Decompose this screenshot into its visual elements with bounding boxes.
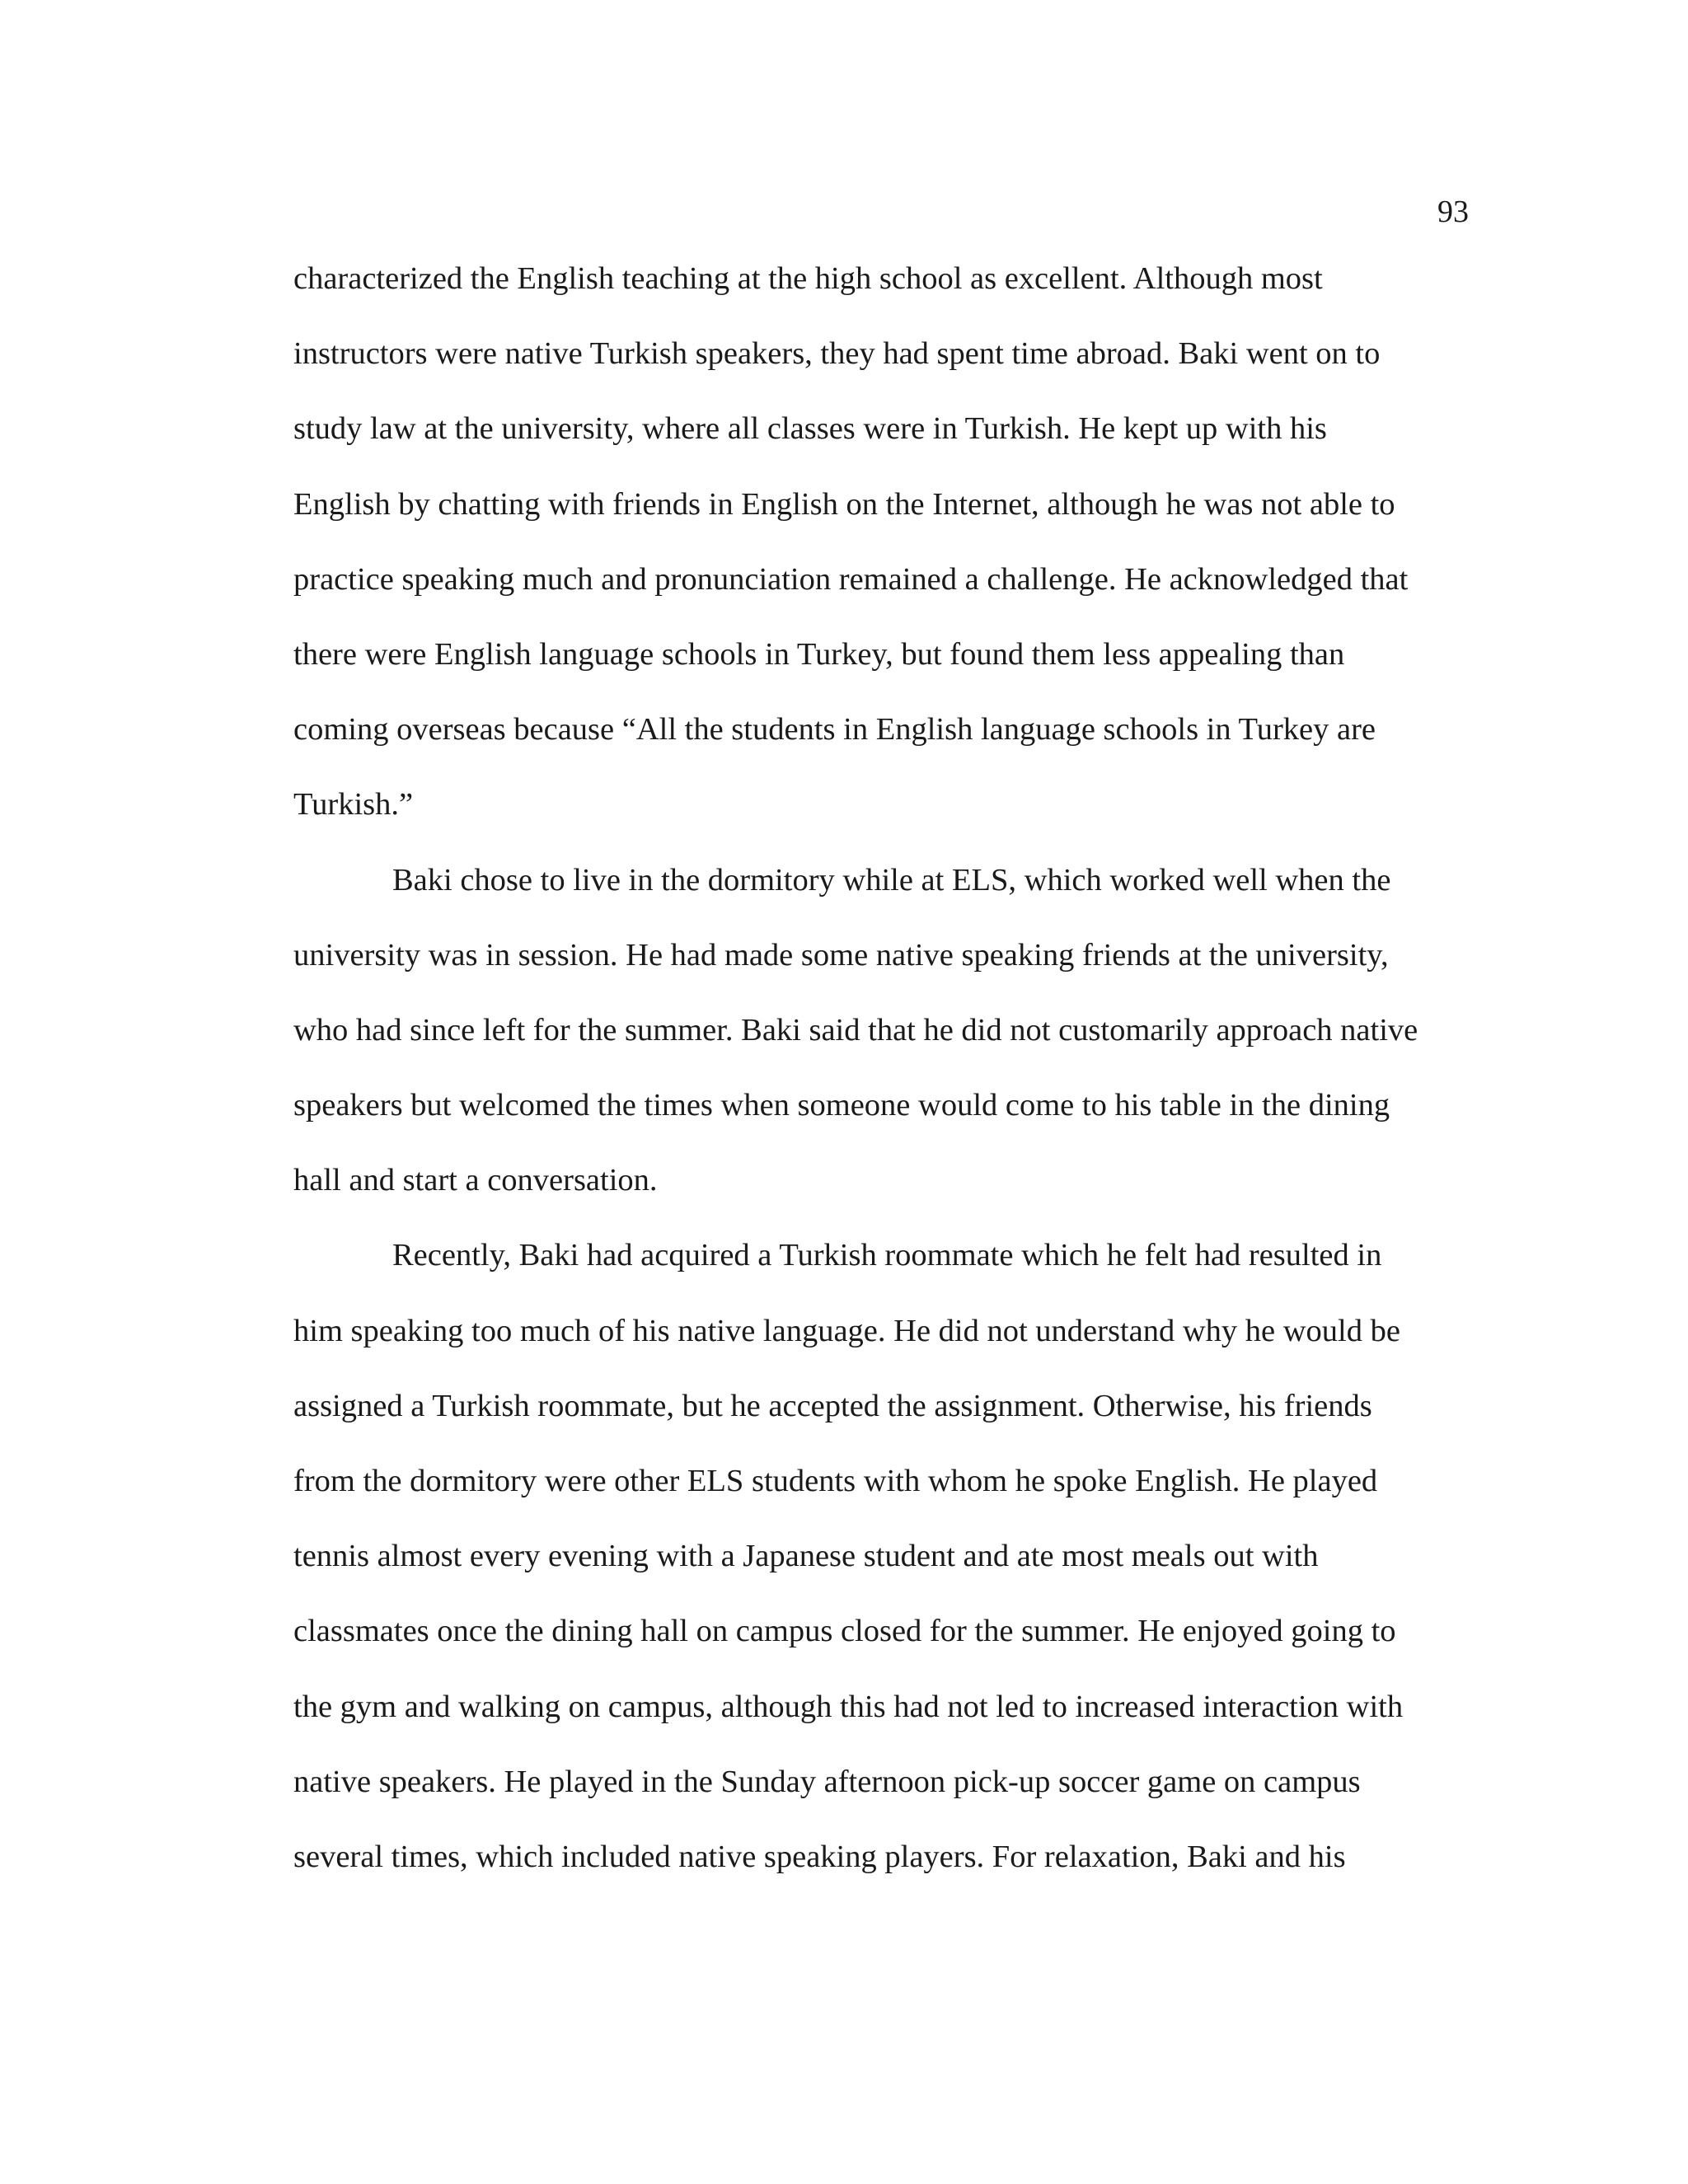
body-text	[293, 254, 1464, 1907]
text-line: native speakers. He played in the Sunday afternoon pick-up soccer game on campus	[293, 1764, 1361, 1799]
page-number: 93	[1437, 194, 1469, 229]
paragraph	[293, 855, 1464, 1231]
text-line: instructors were native Turkish speakers, they had spent time abroad. Baki went on to	[293, 336, 1381, 372]
text-line: there were English language schools in Turkey, but found them less appealing than	[293, 636, 1345, 672]
text-line: Turkish.”	[293, 787, 414, 823]
text-line: characterized the English teaching at the high school as excellent. Although most	[293, 261, 1323, 296]
text-line: English by chatting with friends in English on the Internet, although he was not able to	[293, 486, 1395, 522]
text-line: Baki chose to live in the dormitory while at ELS, which worked well when the	[392, 862, 1391, 898]
text-line: tennis almost every evening with a Japanese student and ate most meals out with	[293, 1539, 1319, 1574]
text-line: study law at the university, where all classes were in Turkish. He kept up with his	[293, 411, 1327, 447]
text-line: Recently, Baki had acquired a Turkish roommate which he felt had resulted in	[392, 1238, 1382, 1273]
text-line: the gym and walking on campus, although this had not led to increased interaction with	[293, 1689, 1404, 1724]
text-line: assigned a Turkish roommate, but he accepted the assignment. Otherwise, his friends	[293, 1388, 1372, 1423]
text-line: coming overseas because “All the students in English language schools in Turkey are	[293, 712, 1376, 748]
paragraph	[293, 1230, 1464, 1907]
paragraph	[293, 254, 1464, 855]
text-line: classmates once the dining hall on campus closed for the summer. He enjoyed going to	[293, 1614, 1396, 1649]
text-line: hall and start a conversation.	[293, 1163, 658, 1198]
text-line: university was in session. He had made some native speaking friends at the university,	[293, 937, 1389, 972]
text-line: who had since left for the summer. Baki said that he did not customarily approach native	[293, 1012, 1418, 1047]
text-line: speakers but welcomed the times when someone would come to his table in the dining	[293, 1088, 1390, 1123]
text-line: him speaking too much of his native language. He did not understand why he would be	[293, 1313, 1400, 1348]
text-line: several times, which included native speaking players. For relaxation, Baki and his	[293, 1839, 1346, 1874]
text-line: from the dormitory were other ELS students with whom he spoke English. He played	[293, 1464, 1378, 1498]
text-line: practice speaking much and pronunciation remained a challenge. He acknowledged that	[293, 561, 1409, 597]
